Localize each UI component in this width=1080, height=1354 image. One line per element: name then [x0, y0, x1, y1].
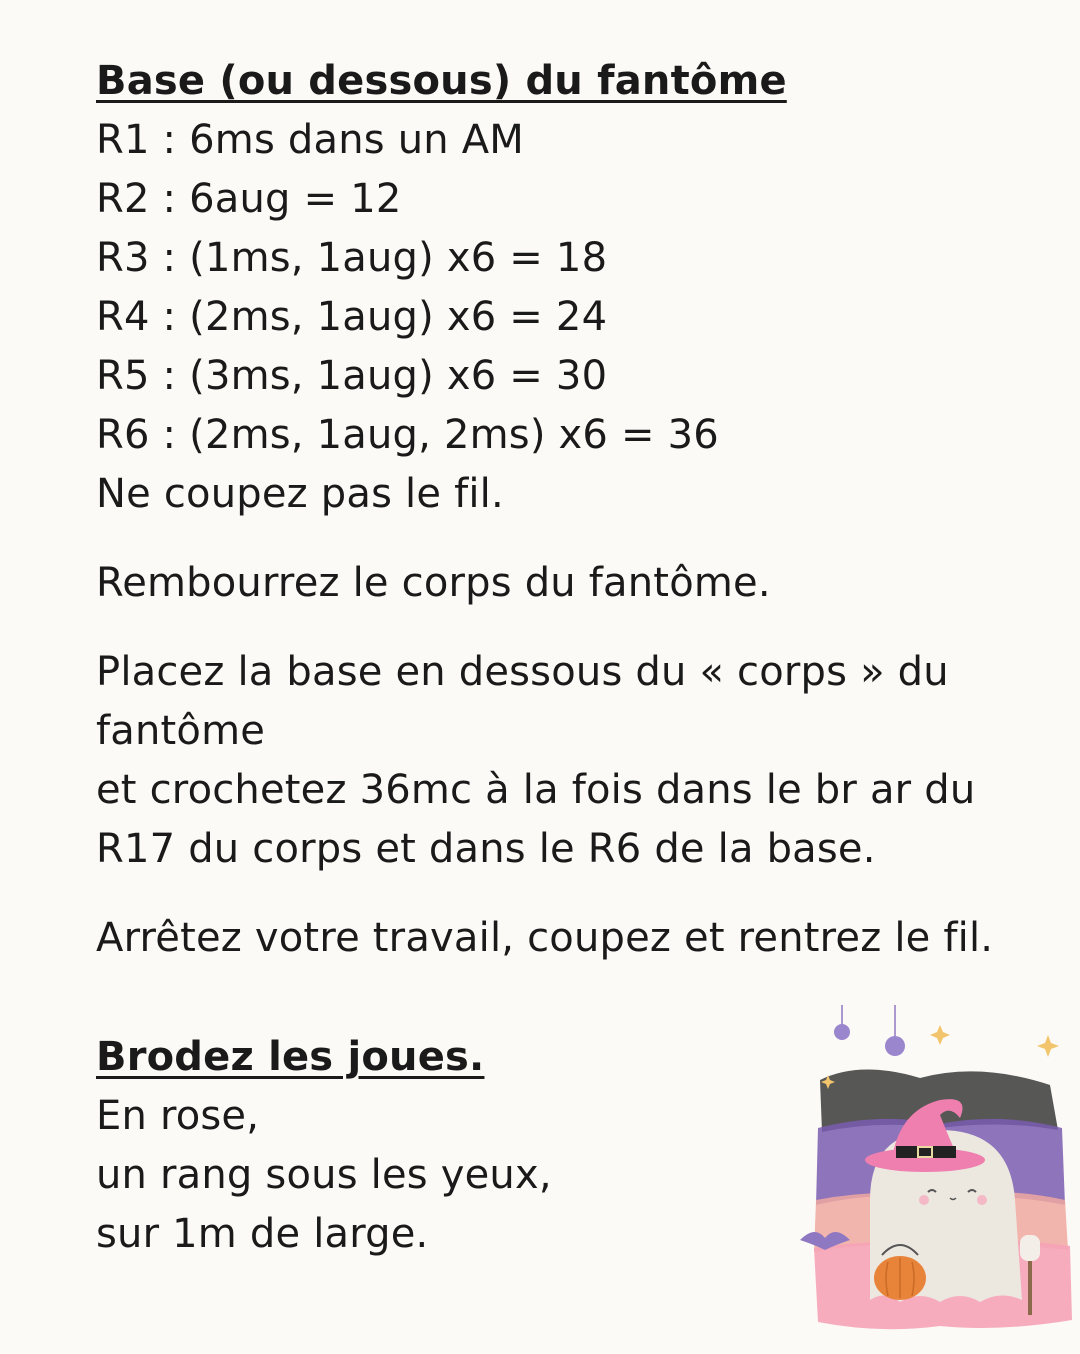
row-r4: R4 : (2ms, 1aug) x6 = 24	[96, 294, 608, 340]
row-r2: R2 : 6aug = 12	[96, 176, 402, 222]
cheeks-line-2: un rang sous les yeux,	[96, 1152, 552, 1198]
place-line-2: fantôme	[96, 708, 266, 754]
cheeks-line-3: sur 1m de large.	[96, 1211, 429, 1257]
base-section-title: Base (ou dessous) du fantôme	[96, 58, 787, 104]
do-not-cut-note: Ne coupez pas le fil.	[96, 471, 504, 517]
stuff-paragraph: Rembourrez le corps du fantôme.	[96, 560, 771, 606]
ghost-witch-icon	[800, 1000, 1080, 1350]
row-r6: R6 : (2ms, 1aug, 2ms) x6 = 36	[96, 412, 719, 458]
place-line-1: Placez la base en dessous du « corps » du	[96, 649, 949, 695]
cheeks-section-title: Brodez les joues.	[96, 1034, 485, 1080]
row-r3: R3 : (1ms, 1aug) x6 = 18	[96, 235, 608, 281]
row-r1: R1 : 6ms dans un AM	[96, 117, 525, 163]
place-line-4: R17 du corps et dans le R6 de la base.	[96, 826, 876, 872]
row-r5: R5 : (3ms, 1aug) x6 = 30	[96, 353, 608, 399]
cheeks-line-1: En rose,	[96, 1093, 260, 1139]
place-line-3: et crochetez 36mc à la fois dans le br ar du	[96, 767, 976, 813]
finish-paragraph: Arrêtez votre travail, coupez et rentrez le fil.	[96, 915, 994, 961]
